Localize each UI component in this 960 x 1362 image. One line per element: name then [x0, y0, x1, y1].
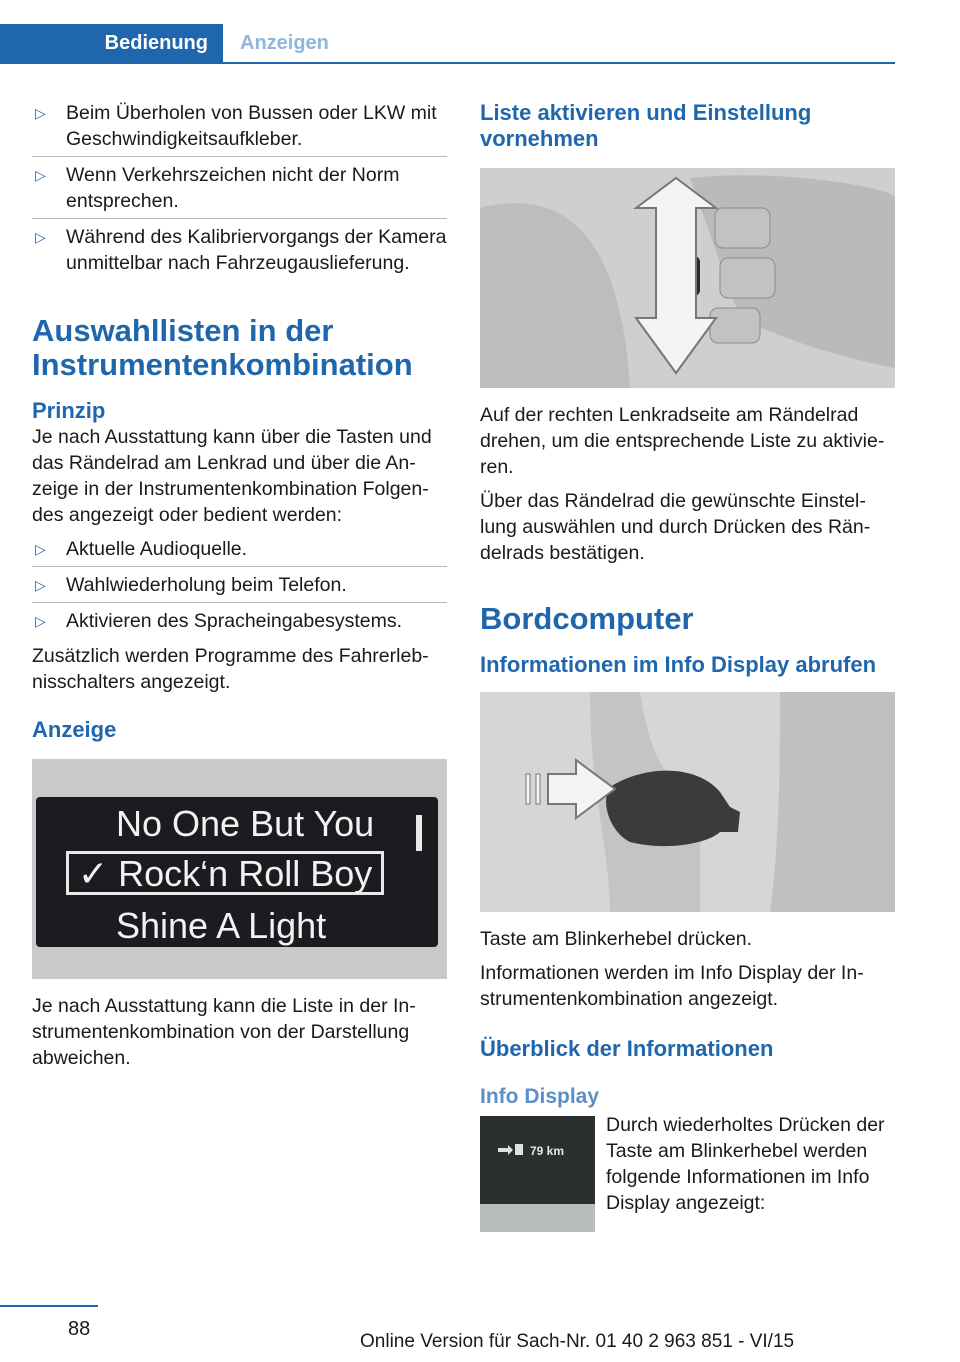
- bullet-list-conditions: [32, 100, 447, 280]
- triangle-bullet-icon: ▷: [35, 613, 46, 629]
- subsection-title-ueberblick: Überblick der Informationen: [480, 1036, 774, 1061]
- display-list-item: Shine A Light: [116, 905, 327, 946]
- instrument-display: [36, 797, 438, 947]
- subsection-title-info: Informationen im Info Display abrufen: [480, 652, 877, 677]
- tab-bedienung[interactable]: Bedienung: [0, 24, 223, 62]
- info-text-2: Informationen werden im Info Display der Instrumentenkombination angezeigt.: [480, 962, 864, 1010]
- triangle-bullet-icon: ▷: [35, 229, 46, 245]
- list-item: ▷ Wenn Verkehrszeichen nicht der Norm entsprechen.: [32, 162, 447, 219]
- liste-text-2: Über das Rändelrad die gewünschte Einstellung auswählen und durch Drücken des Rändelrads bestätigen.: [480, 490, 871, 564]
- turn-signal-lever-illustration: [480, 692, 895, 912]
- section-title: Auswahllisten in der Instrumentenkombination: [32, 313, 413, 382]
- anzeige-text: Je nach Ausstattung kann die Liste in der Instrumentenkombination von der Darstellung abweichen.: [32, 995, 416, 1069]
- list-item: ▷ Während des Kalibriervorgangs der Kamera unmittelbar nach Fahrzeugauslieferung.: [35, 226, 447, 274]
- footer-note: Online Version für Sach-Nr. 01 40 2 963 851 - VI/15: [360, 1331, 795, 1352]
- scroll-indicator: [416, 815, 422, 851]
- triangle-bullet-icon: ▷: [35, 105, 46, 121]
- list-item: ▷ Beim Überholen von Bussen oder LKW mit Geschwindigkeitsaufkleber.: [32, 100, 447, 157]
- subsection-title-infodisplay: Info Display: [480, 1085, 600, 1108]
- steering-wheel-figure: [480, 168, 895, 388]
- page-number: 88: [68, 1318, 91, 1340]
- chapter-header: [0, 24, 895, 64]
- steering-wheel-illustration: [480, 168, 895, 388]
- list-item: ▷ Wahlwiederholung beim Telefon.: [32, 572, 447, 603]
- range-value-text: 79 km: [530, 1144, 565, 1158]
- display-list-figure: [32, 759, 447, 979]
- display-list-item-selected: ✓ Rock‘n Roll Boy: [78, 853, 373, 894]
- left-column: [32, 100, 447, 1079]
- triangle-bullet-icon: ▷: [35, 541, 46, 557]
- bullet-list-functions: [32, 536, 447, 638]
- infodisplay-text: Durch wiederholtes Drücken der Taste am Blinkerhebel werden folgende Informationen im Info Display angezeigt:: [606, 1114, 885, 1214]
- extra-text: Zusätzlich werden Programme des Fahrerlebnisschalters angezeigt.: [32, 645, 429, 693]
- display-list-item: No One But You: [116, 803, 375, 844]
- list-item: ▷ Aktuelle Audioquelle.: [32, 536, 447, 567]
- triangle-bullet-icon: ▷: [35, 167, 46, 183]
- section-title-bordcomputer: Bordcomputer: [480, 601, 694, 636]
- subsection-title-liste: Liste aktivieren und Einstellung vornehmen: [480, 100, 812, 151]
- thumbnail-band: [480, 1204, 595, 1232]
- triangle-bullet-icon: ▷: [35, 577, 46, 593]
- info-display-thumbnail: [480, 1116, 595, 1232]
- list-item: ▷ Aktivieren des Spracheingabesystems.: [35, 610, 403, 632]
- info-display-description: [606, 1112, 896, 1224]
- range-display-illustration: [480, 1116, 595, 1206]
- footer-rule: [0, 1305, 98, 1307]
- right-column: [480, 100, 895, 1232]
- prinzip-text: Je nach Ausstattung kann über die Tasten und das Rändelrad am Lenkrad und über die Anzeige in der Instrumentenkombination Folgendes angezeigt oder bedient werden:: [32, 426, 432, 526]
- subsection-title-anzeige: Anzeige: [32, 717, 117, 742]
- subsection-title-prinzip: Prinzip: [32, 398, 106, 423]
- liste-text-1: Auf der rechten Lenkradseite am Rändelrad drehen, um die entsprechende Liste zu aktivieren.: [480, 404, 885, 478]
- tab-anzeigen[interactable]: Anzeigen: [240, 32, 329, 54]
- turn-signal-lever-figure: [480, 692, 895, 912]
- info-display-row: [480, 1116, 895, 1232]
- info-text-1: Taste am Blinkerhebel drücken.: [480, 928, 753, 950]
